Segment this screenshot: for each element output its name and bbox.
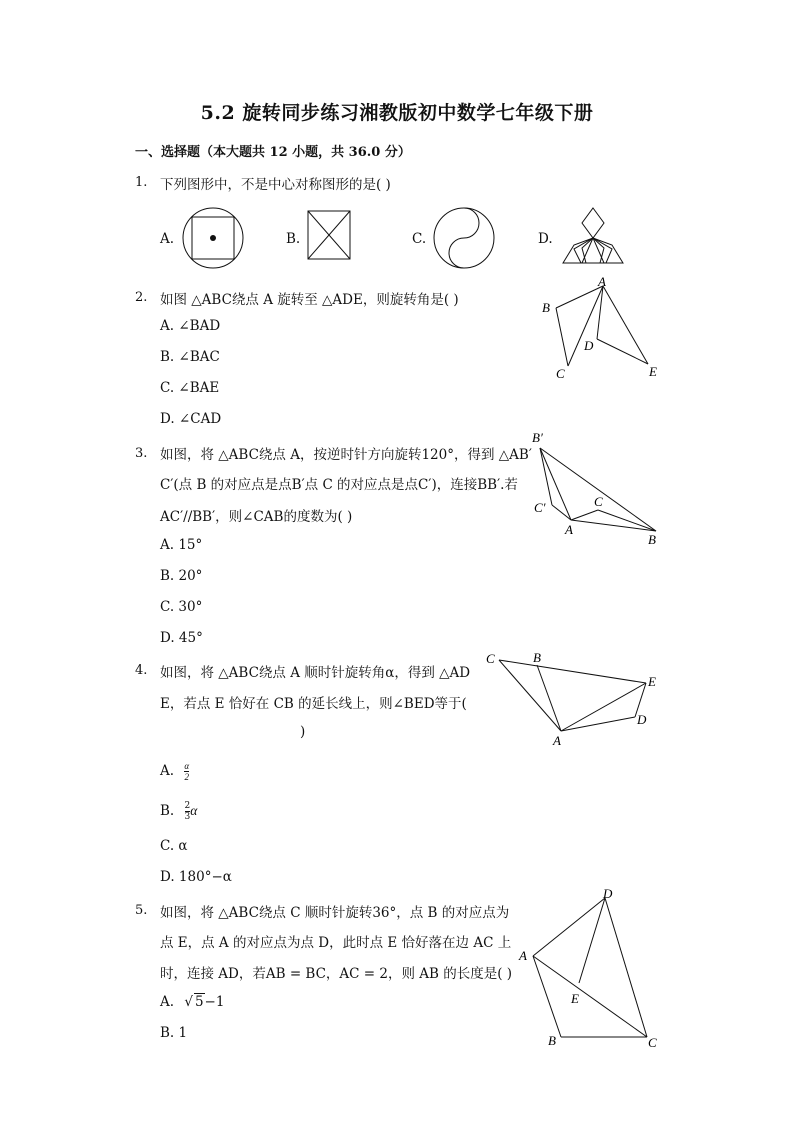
question-text: 点 E，点 A 的对应点为点 D，此时点 E 恰好落在边 AC 上 — [160, 935, 512, 951]
vertex-label: E — [648, 674, 656, 689]
option-label: A. — [160, 994, 175, 1010]
vertex-label: C — [594, 494, 603, 509]
fraction-denominator: 2 — [184, 772, 189, 782]
option-label: D. — [538, 231, 553, 247]
section-heading: 一、选择题（本大题共 12 小题，共 36.0 分） — [135, 145, 411, 160]
question-text: 如图，将 △ABC绕点 A，按逆时针方向旋转120°，得到 △AB′ — [160, 447, 532, 463]
question-text: 如图 △ABC绕点 A 旋转至 △ADE，则旋转角是( ) — [160, 292, 459, 308]
vertex-label: D — [637, 712, 647, 727]
question-text: E，若点 E 恰好在 CB 的延长线上，则∠BED等于( — [160, 696, 467, 712]
question-text: 时，连接 AD，若AB = BC，AC = 2，则 AB 的长度是( ) — [160, 966, 513, 982]
vertex-label: B — [533, 650, 541, 665]
option-label: C. — [412, 231, 427, 247]
question-text: C′(点 B 的对应点是点B′点 C 的对应点是点C′)，连接BB′.若 — [160, 477, 518, 493]
rotation-figure-q3 — [528, 428, 664, 550]
vertex-label: A — [565, 522, 573, 537]
question-number: 1. — [135, 175, 148, 190]
question-number: 2. — [135, 290, 148, 305]
vertex-label: B′ — [532, 430, 543, 445]
vertex-label: B — [548, 1033, 556, 1048]
page-title: 5.2 旋转同步练习湘教版初中数学七年级下册 — [200, 102, 594, 124]
vertex-label: C — [486, 651, 495, 666]
option-text: D. 180°−α — [160, 869, 232, 885]
question-text: 如图，将 △ABC绕点 A 顺时针旋转角α，得到 △AD — [160, 665, 471, 681]
rotation-figure-q5 — [513, 885, 665, 1050]
vertex-label: B — [648, 532, 656, 547]
option-text: C. α — [160, 838, 188, 854]
question-number: 3. — [135, 446, 148, 461]
vertex-label: B — [542, 300, 550, 315]
question-text: 下列图形中，不是中心对称图形的是( ) — [160, 177, 391, 193]
fraction-suffix: α — [190, 803, 198, 818]
question-text: 如图，将 △ABC绕点 C 顺时针旋转36°，点 B 的对应点为 — [160, 905, 510, 921]
option-text: B. ∠BAC — [160, 349, 220, 365]
vertex-label: A — [553, 733, 561, 748]
vertex-label: D — [584, 338, 594, 353]
vertex-label: C — [648, 1035, 657, 1050]
option-label: B. — [286, 231, 301, 247]
option-text: B. 1 — [160, 1025, 188, 1041]
vertex-label: C — [556, 366, 565, 381]
option-a — [160, 993, 224, 1010]
option-a — [160, 761, 189, 782]
fraction — [184, 761, 189, 782]
option-label: A. — [160, 231, 175, 247]
three-rhombus-figure — [560, 205, 626, 267]
fraction-denominator: 3 — [184, 812, 191, 822]
option-text: B. 20° — [160, 568, 203, 584]
option-b — [160, 801, 197, 822]
square-cross-figure — [305, 209, 353, 261]
vertex-label: E — [571, 991, 579, 1006]
option-text: D. ∠CAD — [160, 411, 222, 427]
vertex-label: E — [649, 364, 657, 379]
question-number: 4. — [135, 663, 148, 678]
vertex-label: A — [519, 948, 527, 963]
fraction-numerator: 2 — [184, 801, 191, 811]
option-label: B. — [160, 803, 175, 819]
question-text: AC′//BB′，则∠CAB的度数为( ) — [160, 509, 353, 525]
option-text: A. ∠BAD — [160, 318, 221, 334]
rotation-figure-q2 — [535, 274, 665, 384]
question-number: 5. — [135, 903, 148, 918]
fraction-numerator: α — [184, 761, 190, 771]
vertex-label: C′ — [534, 500, 546, 515]
sqrt-radicand: 5 — [194, 994, 204, 1010]
vertex-label: D — [603, 886, 613, 901]
circle-square-dot-figure — [180, 205, 246, 271]
sqrt-rest: −1 — [204, 994, 225, 1010]
option-text: D. 45° — [160, 630, 203, 646]
sqrt-expression: √ 5−1 — [184, 994, 225, 1010]
option-text: A. 15° — [160, 537, 203, 553]
rotation-figure-q4 — [485, 648, 665, 750]
option-label: A. — [160, 763, 175, 779]
yin-yang-figure — [431, 205, 497, 271]
vertex-label: A — [598, 274, 606, 289]
option-text: C. ∠BAE — [160, 380, 220, 396]
question-text: ) — [300, 724, 306, 740]
option-text: C. 30° — [160, 599, 203, 615]
